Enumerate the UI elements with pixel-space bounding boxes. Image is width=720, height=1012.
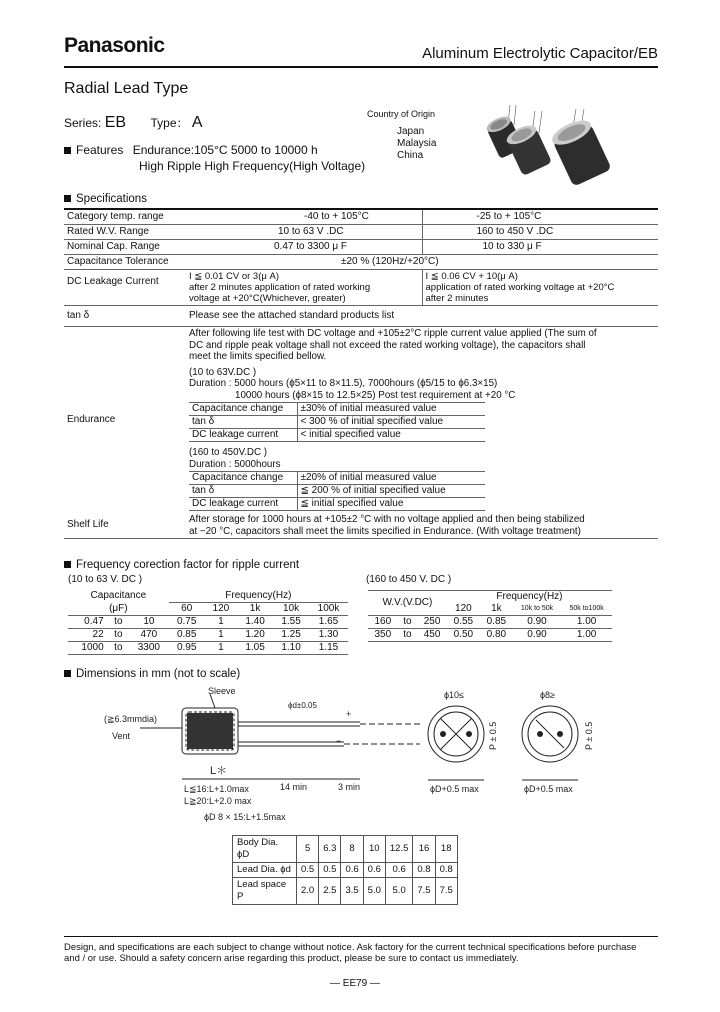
table-row [64,225,658,240]
cell: 350 [368,629,398,642]
cell: 1.65 [309,616,348,629]
endurance-duration: Duration : 5000 hours (ϕ5×11 to 8×11.5), 7000hours (ϕ5/15 to ϕ6.3×15) [189,378,498,389]
endurance-text: DC and ripple peak voltage shall not exceed the rated working voltage), the capacitors shall [189,339,586,351]
country-of-origin [367,108,436,162]
table-row [189,403,485,416]
cell: 1 [205,616,237,629]
series-label: Series: [64,116,102,130]
capacitor-body [187,713,233,749]
cell: 0.75 [169,616,205,629]
spec-label: Nominal Cap. Range [64,240,186,255]
spec-label: Capacitance Tolerance [64,255,186,270]
dcl-text: after 2 minutes [425,293,489,304]
dims-heading-text: Dimensions in mm (not to scale) [76,668,241,680]
cell: 16 [413,836,435,863]
dims-heading [64,668,240,680]
lead-length-label: 14 min [280,782,308,792]
cell: to [108,616,129,629]
cell: 5.0 [363,878,385,905]
subtable-key: DC leakage current [189,498,297,511]
row-label: Lead space P [233,878,297,905]
dia-8-label: ϕ8≥ [540,690,555,700]
spec-value: -40 to + 105°C [186,209,422,225]
row-label: Body Dia. ϕD [233,836,297,863]
table-row [64,255,658,270]
origin-label: Country of Origin [367,109,436,119]
endurance-duration: Duration : 5000hours [189,458,281,470]
col-header: 60 [169,603,205,616]
lead-dia-label: ϕd±0.05 [288,701,317,710]
table-row [233,836,458,863]
length-label: L＊ [210,765,228,777]
subtable-value: < 300 % of initial specified value [297,416,485,429]
table-row [64,327,658,513]
freq-left-title: (10 to 63 V. DC ) [68,574,143,585]
subtable-value: < initial specified value [297,429,485,442]
cell: 0.85 [169,629,205,642]
spec-label: Category temp. range [64,209,186,225]
disclaimer [64,942,636,964]
col-header: Capacitance [90,590,147,602]
col-header: 100k [309,603,348,616]
cell: 1.20 [237,629,273,642]
col-header: W.V.(V.DC) [368,591,447,616]
subtable-key: Capacitance change [189,472,297,485]
table-row [68,642,348,655]
col-header: 1k [480,603,513,616]
cell: to [108,642,129,655]
dcl-text: application of rated working voltage at +20°C [425,282,615,293]
dia-note: (≧6.3mmdia) [104,714,158,724]
features [64,143,365,173]
sleeve-leader [210,694,215,708]
cell: 1.10 [273,642,309,655]
lead-dot [466,731,472,737]
table-row [68,629,348,642]
cell: 10 [129,616,169,629]
lead-dot [537,731,543,737]
cell: 1.00 [561,616,612,629]
spec-label: tan δ [64,306,186,327]
table-row [233,878,458,905]
cell: 1000 [68,642,108,655]
spec-label: Shelf Life [64,512,186,539]
spec-label: Endurance [67,413,116,425]
header-rule [64,66,658,68]
col-header: Frequency(Hz) [447,591,612,604]
table-row [64,209,658,225]
cell: 7.5 [413,878,435,905]
table-row [64,240,658,255]
lead-tip-label: 3 min [338,782,361,792]
cell: 7.5 [435,878,457,905]
cell: 0.6 [385,863,413,878]
origin-country: Malaysia [397,138,437,149]
cell: 3300 [129,642,169,655]
disclaimer-line: Design, and specifications are each subject to change without notice. Ask factory for the current technical specifications before purchase [64,942,637,953]
col-header: (μF) [68,603,169,616]
table-row [189,472,485,485]
disclaimer-line: and / or use. Should a safety concern arise regarding this product, please be sure to contact us immediately. [64,953,519,964]
cell: 470 [129,629,169,642]
cell: 10 [363,836,385,863]
cell: 8 [341,836,363,863]
freq-heading-text: Frequency corection factor for ripple current [76,559,300,571]
endurance-text: After following life test with DC voltage and +105±2°C ripple current value applied (The sum of [189,328,597,339]
shelf-text: at −20 °C, capacitors shall meet the limits specified in Endurance. (With voltage treatment) [189,525,581,537]
cell: 0.47 [68,616,108,629]
freq-heading [64,559,299,571]
dimension-table [232,835,458,905]
body-dia-max: ϕD+0.5 max [524,784,573,794]
product-title: Aluminum Electrolytic Capacitor/EB [422,45,658,62]
cell: to [398,616,418,629]
cell: 1.25 [273,629,309,642]
type-value: A [191,114,203,131]
subtable-value: ±20% of initial measured value [297,472,485,485]
plus-mark: + [346,709,352,719]
cell: 2.5 [319,878,341,905]
spec-value [186,270,422,306]
body-dia-max: ϕD+0.5 max [430,784,479,794]
table-row [189,485,485,498]
table-row [68,603,348,616]
cell: 5.0 [385,878,413,905]
footer-rule [64,936,658,937]
sleeve-label: Sleeve [208,686,236,696]
table-row [189,429,485,442]
brand-logo: Panasonic [64,34,165,57]
col-header: Frequency(Hz) [169,590,348,603]
cell: 1.40 [237,616,273,629]
dcl-text: I ≦ 0.06 CV + 10(μ A) [425,271,518,282]
cell: 0.8 [435,863,457,878]
origin-country: China [397,150,424,161]
cell: 0.55 [447,616,480,629]
table-row [368,591,612,604]
table-row [64,306,658,327]
table-row [189,498,485,511]
features-line1: Endurance:105°C 5000 to 10000 h [132,143,318,157]
dimension-drawing [60,684,620,824]
endurance-group: (10 to 63V.DC ) [189,366,257,378]
table-row [64,512,658,539]
spec-label: Rated W.V. Range [64,225,186,240]
pitch-label: P ± 0.5 [584,721,594,750]
lead-dot [440,731,446,737]
cell: 1.30 [309,629,348,642]
freq-table-right [368,590,612,642]
cell: to [398,629,418,642]
table-row [189,416,485,429]
col-header: 120 [447,603,480,616]
spec-value: ±20 % (120Hz/+20°C) [186,255,658,270]
freq-table-left [68,590,348,655]
col-header: 50k to100k [561,603,612,616]
cell: 250 [417,616,447,629]
cell: 450 [417,629,447,642]
table-row [233,863,458,878]
spec-value: -25 to + 105°C [422,209,658,225]
freq-right-title: (160 to 450 V. DC ) [366,574,452,585]
cell: 6.3 [319,836,341,863]
spec-value [186,512,658,539]
cell: 18 [435,836,457,863]
endurance-group: (160 to 450V.DC ) [189,447,268,458]
cell: 1.55 [273,616,309,629]
page-number: — EE79 — [330,978,381,989]
subtable-value: ≦ initial specified value [297,498,485,511]
spec-value: 160 to 450 V .DC [422,225,658,240]
col-header: 10k to 50k [513,603,561,616]
subtable-key: tan δ [189,416,297,429]
cell: 0.8 [413,863,435,878]
cell: 12.5 [385,836,413,863]
cell: 1.05 [237,642,273,655]
spec-value [422,270,658,306]
origin-country: Japan [397,126,425,137]
type-label: Type： [150,116,189,130]
table-row [368,616,612,629]
endurance-subtable [189,471,485,511]
cell: 0.90 [513,616,561,629]
specs-heading [64,193,147,205]
endurance-cell [186,327,658,513]
length-formula-2: L≧20:L+2.0 max [184,796,252,806]
row-label: Lead Dia. ϕd [233,863,297,878]
dcl-text: after 2 minutes application of rated working [189,282,371,293]
features-label: Features [76,143,124,157]
minus-mark: − [336,736,342,746]
cell: 0.5 [319,863,341,878]
page-title: Radial Lead Type [64,80,189,97]
length-formula-3: ϕD 8 × 15:L+1.5max [204,812,286,822]
table-row [368,629,612,642]
spec-value: 10 to 330 μ F [422,240,658,255]
specifications-table [64,208,658,539]
col-header: 10k [273,603,309,616]
bullet-icon [64,561,71,568]
cell: 0.80 [480,629,513,642]
endurance-subtable [189,402,485,442]
lead-dot [557,731,563,737]
spec-value: 10 to 63 V .DC [186,225,422,240]
features-line2: High Ripple High Frequency(High Voltage) [139,159,366,173]
cell: 0.95 [169,642,205,655]
cell: 0.90 [513,629,561,642]
col-header: 120 [205,603,237,616]
dcl-text: I ≦ 0.01 CV or 3(μ A) [189,271,279,282]
bullet-icon [64,195,71,202]
cell: 1 [205,629,237,642]
cell: 3.5 [341,878,363,905]
bullet-icon [64,670,71,677]
series-line [64,114,203,132]
dcl-text: voltage at +20°C(Whichever, greater) [189,293,346,304]
subtable-key: DC leakage current [189,429,297,442]
shelf-text: After storage for 1000 hours at +105±2 °C with no voltage applied and then being stabilized [189,514,585,525]
table-row [64,270,658,306]
spec-value: Please see the attached standard products list [186,306,658,327]
cell: 0.6 [341,863,363,878]
cell: 0.50 [447,629,480,642]
bullet-icon [64,147,71,154]
cell: 2.0 [297,878,319,905]
cell: 1 [205,642,237,655]
cell: 1.15 [309,642,348,655]
vent-label: Vent [112,731,131,741]
spec-label: DC Leakage Current [64,270,186,306]
capacitor-photo [480,103,615,191]
cell: 0.85 [480,616,513,629]
subtable-value: ±30% of initial measured value [297,403,485,416]
dia-10-label: ϕ10≤ [444,690,464,700]
subtable-key: Capacitance change [189,403,297,416]
endurance-duration: 10000 hours (ϕ8×15 to 12.5×25) Post test requirement at +20 °C [235,389,516,401]
specs-heading-text: Specifications [76,193,147,205]
table-row [68,616,348,629]
col-header: 1k [237,603,273,616]
subtable-key: tan δ [189,485,297,498]
cell: 22 [68,629,108,642]
spec-value: 0.47 to 3300 μ F [186,240,422,255]
cell: to [108,629,129,642]
cell: 1.00 [561,629,612,642]
cell: 160 [368,616,398,629]
cell: 0.5 [297,863,319,878]
pitch-label: P ± 0.5 [488,721,498,750]
cell: 5 [297,836,319,863]
subtable-value: ≦ 200 % of initial specified value [297,485,485,498]
cell: 0.6 [363,863,385,878]
length-formula-1: L≦16:L+1.0max [184,784,249,794]
table-row [68,590,348,603]
endurance-text: meet the limits specified bellow. [189,351,327,362]
series-value: EB [104,114,127,131]
